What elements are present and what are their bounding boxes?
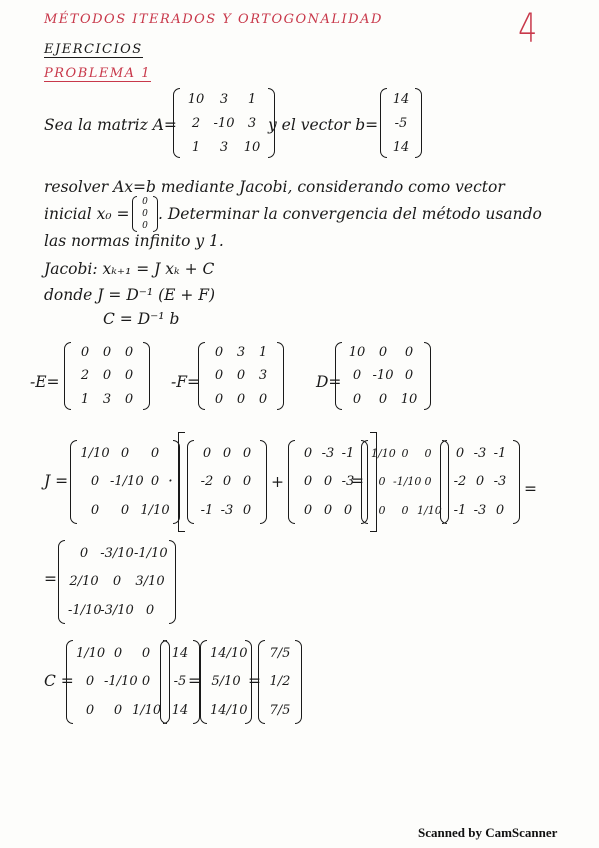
matrix-F: 0 3 1 0 0 3 0 0 0 [198,342,284,410]
equals-sign: = [351,472,364,490]
matrix-E: 0 0 0 2 0 0 1 3 0 [64,342,150,410]
matrix-EpF-sum: 0 -3 -1 -2 0 -3 -1 -3 0 [440,440,520,524]
plus-operator: + [271,473,284,491]
jacobi-where: donde J = D⁻¹ (E + F) [44,286,216,304]
F-label: -F= [171,373,200,391]
J-label: J = [44,472,69,490]
equals-sign-4: = [188,672,201,690]
vector-label: y el vector b= [268,116,379,134]
C-label: C = [44,672,74,690]
equals-sign-3: = [44,570,57,588]
equals-sign-2: = [524,480,537,498]
vector-b: 14 -5 14 [380,88,422,158]
statement-intro: Sea la matriz A= [44,116,177,134]
c-definition: C = D⁻¹ b [103,310,180,328]
statement-line-1: resolver Ax=b mediante Jacobi, considerando como vector [44,178,505,196]
vector-C-frac: 14/10 5/10 14/10 [200,640,252,724]
matrix-Dinv-repeat: 1/10 0 0 0 -1/10 0 0 0 1/10 [361,440,449,524]
statement-line-3: las normas infinito y 1. [44,232,224,250]
section-title: EJERCICIOS [44,42,143,57]
topic-title: MÉTODOS ITERADOS Y ORTOGONALIDAD [44,12,383,27]
E-label: -E= [30,373,60,391]
statement-line-2a: inicial x₀ = [44,205,130,223]
vector-b-c: 14 -5 14 [160,640,200,724]
dot-operator: · [168,472,173,490]
matrix-J-result: 0 -3/10 -1/10 2/10 0 3/10 -1/10 -3/10 0 [58,540,176,624]
statement-line-2b: . Determinar la convergencia del método usando [158,205,542,223]
equals-sign-5: = [248,672,261,690]
jacobi-formula: Jacobi: xₖ₊₁ = J xₖ + C [44,260,215,278]
matrix-F-neg: 0 -3 -1 0 0 -3 0 0 0 [288,440,368,524]
D-label: D= [316,373,342,391]
vector-x0: 0 0 0 [132,196,158,232]
problem-title: PROBLEMA 1 [44,66,151,81]
matrix-E-neg: 0 0 0 -2 0 0 -1 -3 0 [187,440,267,524]
matrix-Dinv: 1/10 0 0 0 -1/10 0 0 0 1/10 [70,440,180,524]
page-number: 4 [518,6,538,52]
vector-C-simplified: 7/5 1/2 7/5 [258,640,302,724]
matrix-Dinv-c: 1/10 0 0 0 -1/10 0 0 0 1/10 [66,640,170,724]
matrix-D: 10 0 0 0 -10 0 0 0 10 [335,342,431,410]
bracket-group [178,432,377,532]
matrix-A: 10 3 1 2 -10 3 1 3 10 [173,88,275,158]
scanner-watermark: Scanned by CamScanner [418,825,558,840]
